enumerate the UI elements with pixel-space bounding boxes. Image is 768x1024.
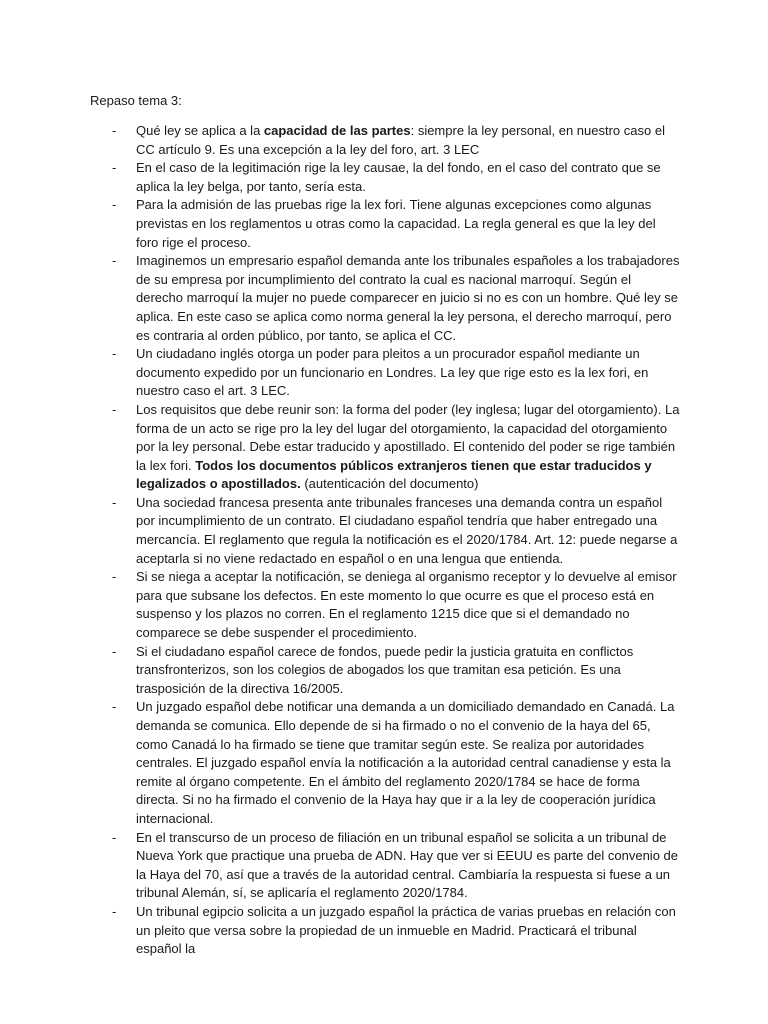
list-item <box>90 568 680 642</box>
bullet-dash: - <box>112 253 117 269</box>
item-text: Imaginemos un empresario español demanda ante los tribunales españoles a los trabajadores de su empresa por incumplimiento del contrato la cual es nacional marroquí. Según el derecho marroquí la mujer no puede comparecer en juicio si no es con un hombre. Qué ley se aplica. En este caso se aplica como norma general la ley persona, el derecho marroquí, pero es contraria al orden público, por tanto, se aplica el CC. <box>136 253 680 343</box>
list-item <box>90 829 680 903</box>
item-text: En el caso de la legitimación rige la ley causae, la del fondo, en el caso del contrato que se aplica la ley belga, por tanto, sería esta. <box>136 160 661 194</box>
list-item <box>90 252 680 345</box>
document-title: Repaso tema 3: <box>90 93 182 108</box>
list-item <box>90 122 680 159</box>
item-text: Los requisitos que debe reunir son: la forma del poder (ley inglesa; lugar del otorgamiento). La forma de un acto se rige pro la ley del lugar del otorgamiento, la capacidad del otorgamiento por la ley personal. Debe estar traducido y apostillado. El contenido del poder se rige también la lex fori. <box>136 401 680 473</box>
list-item <box>90 643 680 699</box>
bullet-dash: - <box>112 123 117 138</box>
item-text: Un tribunal egipcio solicita a un juzgado español la práctica de varias pruebas en relación con un pleito que versa sobre la propiedad de un inmueble en Madrid. Practicará el tribunal español la <box>136 903 676 957</box>
list-item <box>90 196 680 252</box>
bullet-dash: - <box>112 699 117 715</box>
item-text: Si el ciudadano español carece de fondos, puede pedir la justicia gratuita en conflictos transfronterizos, son los colegios de abogados los que tramitan esa petición. Es una trasposición de la directiva 16/2005. <box>136 643 634 696</box>
bold-text: Todos los documentos públicos extranjeros tienen que estar traducidos y legalizados o apostillados. <box>136 457 652 492</box>
bullet-dash: - <box>112 346 117 362</box>
bullet-dash: - <box>112 569 117 585</box>
list-item <box>90 494 680 568</box>
list-item <box>90 345 680 401</box>
bullet-dash: - <box>112 160 117 176</box>
bullet-dash: - <box>112 829 117 845</box>
bold-text: capacidad de las partes <box>263 123 411 138</box>
item-text: En el transcurso de un proceso de filiación en un tribunal español se solicita a un tribunal de Nueva York que practique una prueba de ADN. Hay que ver si EEUU es parte del convenio de la Haya del 70, así que a través de la autoridad central. Cambiaría la respuesta si fuese a un tribunal Alemán, sí, se aplicaría el reglamento 2020/1784. <box>136 829 679 901</box>
list-item <box>90 903 680 959</box>
item-text: Una sociedad francesa presenta ante tribunales franceses una demanda contra un español por incumplimiento de un contrato. El ciudadano español tendría que haber entregado una mercancía. El reglamento que regula la notificación es el 2020/1784. Art. 12: puede negarse a aceptarla si no viene redactado en español o en una lengua que entienda. <box>136 494 678 566</box>
bullet-list <box>90 122 680 959</box>
bullet-dash: - <box>112 903 117 919</box>
item-text: Para la admisión de las pruebas rige la lex fori. Tiene algunas excepciones como algunas previstas en los reglamentos u otras como la capacidad. La regla general es que la ley del foro rige el proceso. <box>136 197 656 250</box>
item-text: Si se niega a aceptar la notificación, se deniega al organismo receptor y lo devuelve al emisor para que subsane los defectos. En este momento lo que ocurre es que el proceso está en suspenso y los plazos no corren. En el reglamento 1215 dice que si el demandado no comparece se debe suspender el procedimiento. <box>136 569 677 641</box>
bullet-dash: - <box>112 197 117 213</box>
item-text: Un juzgado español debe notificar una demanda a un domiciliado demandado en Canadá. La demanda se comunica. Ello depende de si ha firmado o no el convenio de la haya del 65, como Canadá lo ha firmado se tiene que tramitar según este. Se realiza por autoridades centrales. El juzgado español envía la notificación a la autoridad central canadiense y esta la remite al órgano competente. En el ámbito del reglamento 2020/1784 se hace de forma directa. Si no ha firmado el convenio de la Haya hay que ir a la ley de cooperación jurídica internacional. <box>136 699 675 826</box>
item-text: : siempre la ley personal, en nuestro caso el CC artículo 9. Es una excepción a la ley del foro, art. 3 LEC <box>136 123 665 157</box>
bullet-dash: - <box>112 643 117 659</box>
item-text: (autenticación del documento) <box>300 476 479 492</box>
bullet-dash: - <box>112 401 117 417</box>
list-item <box>90 401 680 494</box>
item-text: Qué ley se aplica a la <box>136 123 264 138</box>
list-item <box>90 698 680 828</box>
bullet-dash: - <box>112 494 117 510</box>
list-item <box>90 159 680 196</box>
item-text: Un ciudadano inglés otorga un poder para pleitos a un procurador español mediante un documento expedido por un funcionario en Londres. La ley que rige esto es la lex fori, en nuestro caso el art. 3 LEC. <box>136 346 649 399</box>
